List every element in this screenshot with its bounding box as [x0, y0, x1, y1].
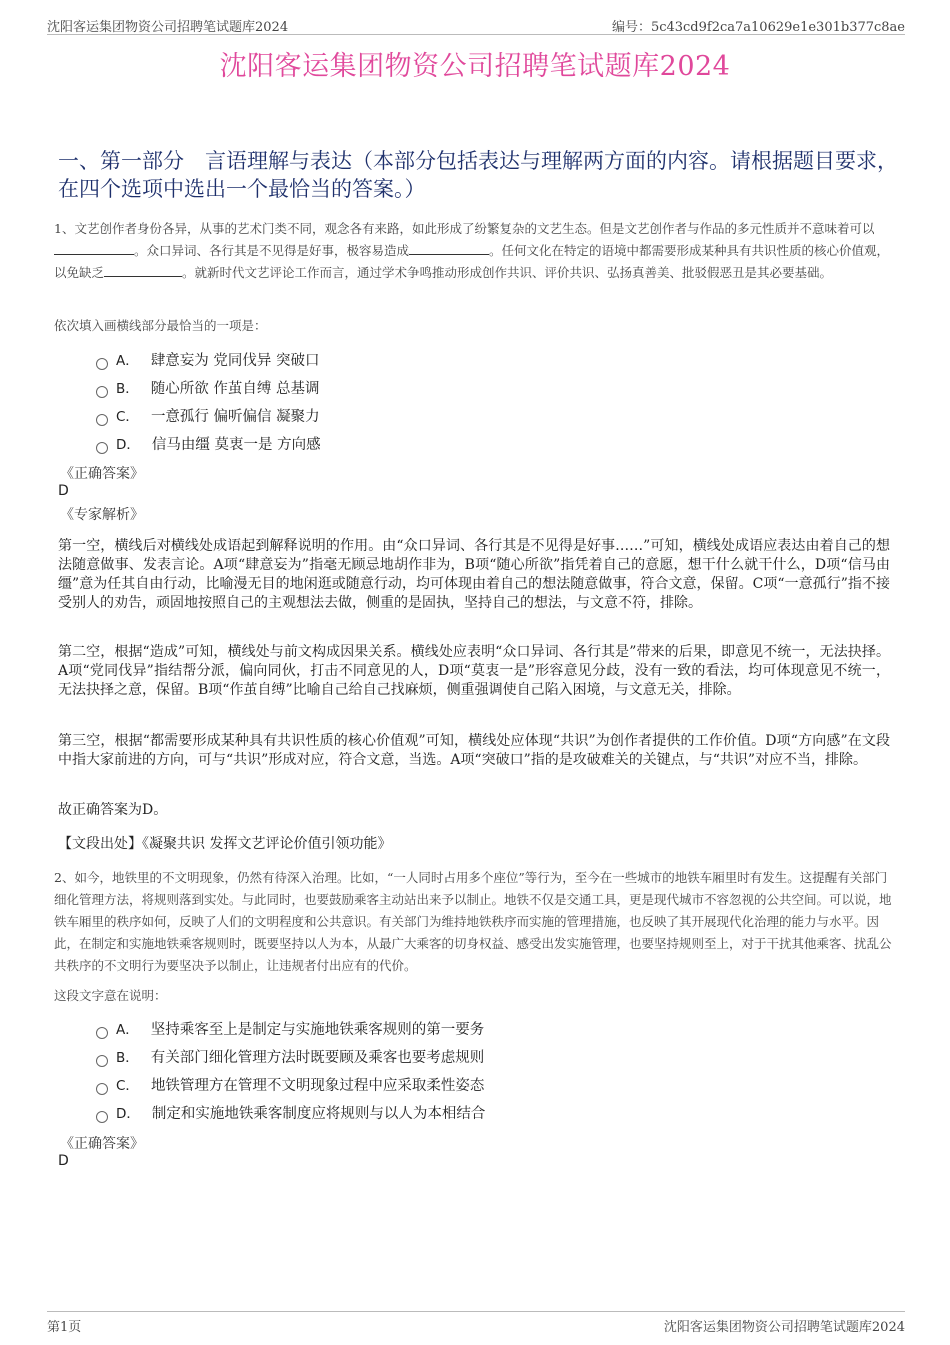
option-c[interactable] — [96, 1070, 485, 1098]
question-2-options — [96, 1014, 485, 1126]
header-doc-name: 沈阳客运集团物资公司招聘笔试题库2024 — [47, 20, 289, 35]
option-b[interactable] — [96, 1042, 485, 1070]
fill-blank-3 — [104, 262, 182, 277]
option-letter: A． — [116, 353, 139, 369]
option-text: 有关部门细化管理方法时既要顾及乘客也要考虑规则 — [150, 1049, 485, 1066]
question-1-text-part: 。众口异词、各行其是不见得是好事，极容易造成 — [134, 243, 410, 258]
option-text: 制定和实施地铁乘客制度应将规则与以人为本相结合 — [151, 1105, 486, 1122]
question-1-options — [96, 345, 321, 457]
option-text: 肆意妄为 党同伐异 突破口 — [150, 352, 320, 369]
radio-button[interactable] — [96, 1055, 108, 1067]
question-1-text-part: 。就新时代文艺评论工作而言，通过学术争鸣推动形成创作共识、评价共识、弘扬真善美、批驳假恶丑是其必要基础。 — [182, 265, 833, 280]
source-note: 【文段出处】《凝聚共识 发挥文艺评论价值引领功能》 — [58, 836, 392, 852]
fill-blank-2 — [409, 240, 489, 255]
option-text: 随心所欲 作茧自缚 总基调 — [150, 380, 320, 397]
option-text: 坚持乘客至上是制定与实施地铁乘客规则的第一要务 — [150, 1021, 485, 1038]
radio-button[interactable] — [96, 358, 108, 370]
radio-button[interactable] — [96, 1111, 108, 1123]
answer-value: D — [58, 1153, 69, 1169]
radio-button[interactable] — [96, 442, 108, 454]
radio-button[interactable] — [96, 414, 108, 426]
question-1-prompt: 依次填入画横线部分最恰当的一项是： — [54, 318, 267, 333]
radio-button[interactable] — [96, 1027, 108, 1039]
answer-label: 《正确答案》 — [60, 1136, 144, 1152]
question-1-text-part: 1、文艺创作者身份各异，从事的艺术门类不同，观念各有来路，如此形成了纷繁复杂的文艺生态。但是文艺创作者与作品的多元性质并不意味着可以 — [54, 221, 875, 236]
answer-label: 《正确答案》 — [60, 466, 144, 482]
page-footer — [47, 1311, 905, 1334]
analysis-paragraph-1: 第一空，横线后对横线处成语起到解释说明的作用。由“众口异词、各行其是不见得是好事……”可知，横线处成语应表达由着自己的想法随意做事、发表言论。A项“肆意妄为”指毫无顾忌地胡作非为，B项“随心所欲”指凭着自己的意愿，想干什么就干什么，D项“信马由缰”意为任其自由行动，比喻漫无目的地闲逛或随意行动，均可体现由着自己的想法随意做事，符合文意，保留。C项“一意孤行”指不接受别人的劝告，顽固地按照自己的主观想法去做，侧重的是固执，坚持自己的想法，与文意不符，排除。 — [58, 538, 890, 611]
option-d[interactable] — [96, 429, 321, 457]
analysis-label: 《专家解析》 — [60, 507, 144, 523]
option-text: 地铁管理方在管理不文明现象过程中应采取柔性姿态 — [150, 1077, 485, 1094]
fill-blank-1 — [54, 240, 134, 255]
option-letter: D． — [116, 437, 140, 453]
option-letter: A． — [116, 1022, 139, 1038]
option-letter: C． — [116, 409, 139, 425]
option-letter: B． — [116, 381, 139, 397]
option-letter: C． — [116, 1078, 139, 1094]
radio-button[interactable] — [96, 1083, 108, 1095]
option-letter: B． — [116, 1050, 139, 1066]
answer-value: D — [58, 483, 69, 499]
radio-button[interactable] — [96, 386, 108, 398]
footer-doc-name: 沈阳客运集团物资公司招聘笔试题库2024 — [663, 1320, 905, 1335]
document-title: 沈阳客运集团物资公司招聘笔试题库2024 — [219, 51, 731, 82]
analysis-paragraph-2: 第二空，根据“造成”可知，横线处与前文构成因果关系。横线处应表明“众口异词、各行其是”带来的后果，即意见不统一，无法抉择。A项“党同伐异”指结帮分派，偏向同伙，打击不同意见的人，D项“莫衷一是”形容意见分歧，没有一致的看法，均可体现意见不统一，无法抉择之意，保留。B项“作茧自缚”比喻自己给自己找麻烦，侧重强调使自己陷入困境，与文意无关，排除。 — [58, 644, 890, 698]
section-title: 一、第一部分 言语理解与表达（本部分包括表达与理解两方面的内容。请根据题目要求，在四个选项中选出一个最恰当的答案。） — [58, 149, 898, 201]
analysis-paragraph-3: 第三空，根据“都需要形成某种具有共识性质的核心价值观”可知，横线处应体现“共识”为创作者提供的工作价值。D项“方向感”在文段中指大家前进的方向，可与“共识”形成对应，符合文意，当选。A项“突破口”指的是攻破难关的关键点，与“共识”对应不当，排除。 — [58, 733, 890, 768]
option-b[interactable] — [96, 373, 321, 401]
option-letter: D． — [116, 1106, 140, 1122]
page-header — [47, 14, 905, 35]
question-2-prompt: 这段文字意在说明： — [54, 988, 167, 1003]
option-text: 信马由缰 莫衷一是 方向感 — [151, 436, 321, 453]
option-a[interactable] — [96, 345, 321, 373]
header-doc-id: 编号：5c43cd9f2ca7a10629e1e301b377c8ae — [611, 20, 905, 35]
question-1-text-part: 。任何文化在特定的语境中都需要形成某种具有共识性质的核心价值观，以免缺乏 — [54, 243, 890, 280]
option-d[interactable] — [96, 1098, 485, 1126]
option-a[interactable] — [96, 1014, 485, 1042]
final-answer-statement: 故正确答案为D。 — [58, 802, 168, 818]
page-number: 第1页 — [47, 1320, 82, 1335]
question-1-text — [54, 218, 899, 284]
option-c[interactable] — [96, 401, 321, 429]
question-2-text: 2、如今，地铁里的不文明现象，仍然有待深入治理。比如，“一人同时占用多个座位”等行为，至今在一些城市的地铁车厢里时有发生。这提醒有关部门细化管理方法，将规则落到实处。与此同时，也要鼓励乘客主动站出来予以制止。地铁不仅是交通工具，更是现代城市不容忽视的公共空间。可以说，地铁车厢里的秩序如何，反映了人们的文明程度和公共意识。有关部门为维持地铁秩序而实施的管理措施，也反映了其开展现代化治理的能力与水平。因此，在制定和实施地铁乘客规则时，既要坚持以人为本，从最广大乘客的切身权益、感受出发实施管理，也要坚持规则至上，对于干扰其他乘客、扰乱公共秩序的不文明行为要坚决予以制止，让违规者付出应有的代价。 — [54, 870, 892, 973]
option-text: 一意孤行 偏听偏信 凝聚力 — [150, 408, 320, 425]
